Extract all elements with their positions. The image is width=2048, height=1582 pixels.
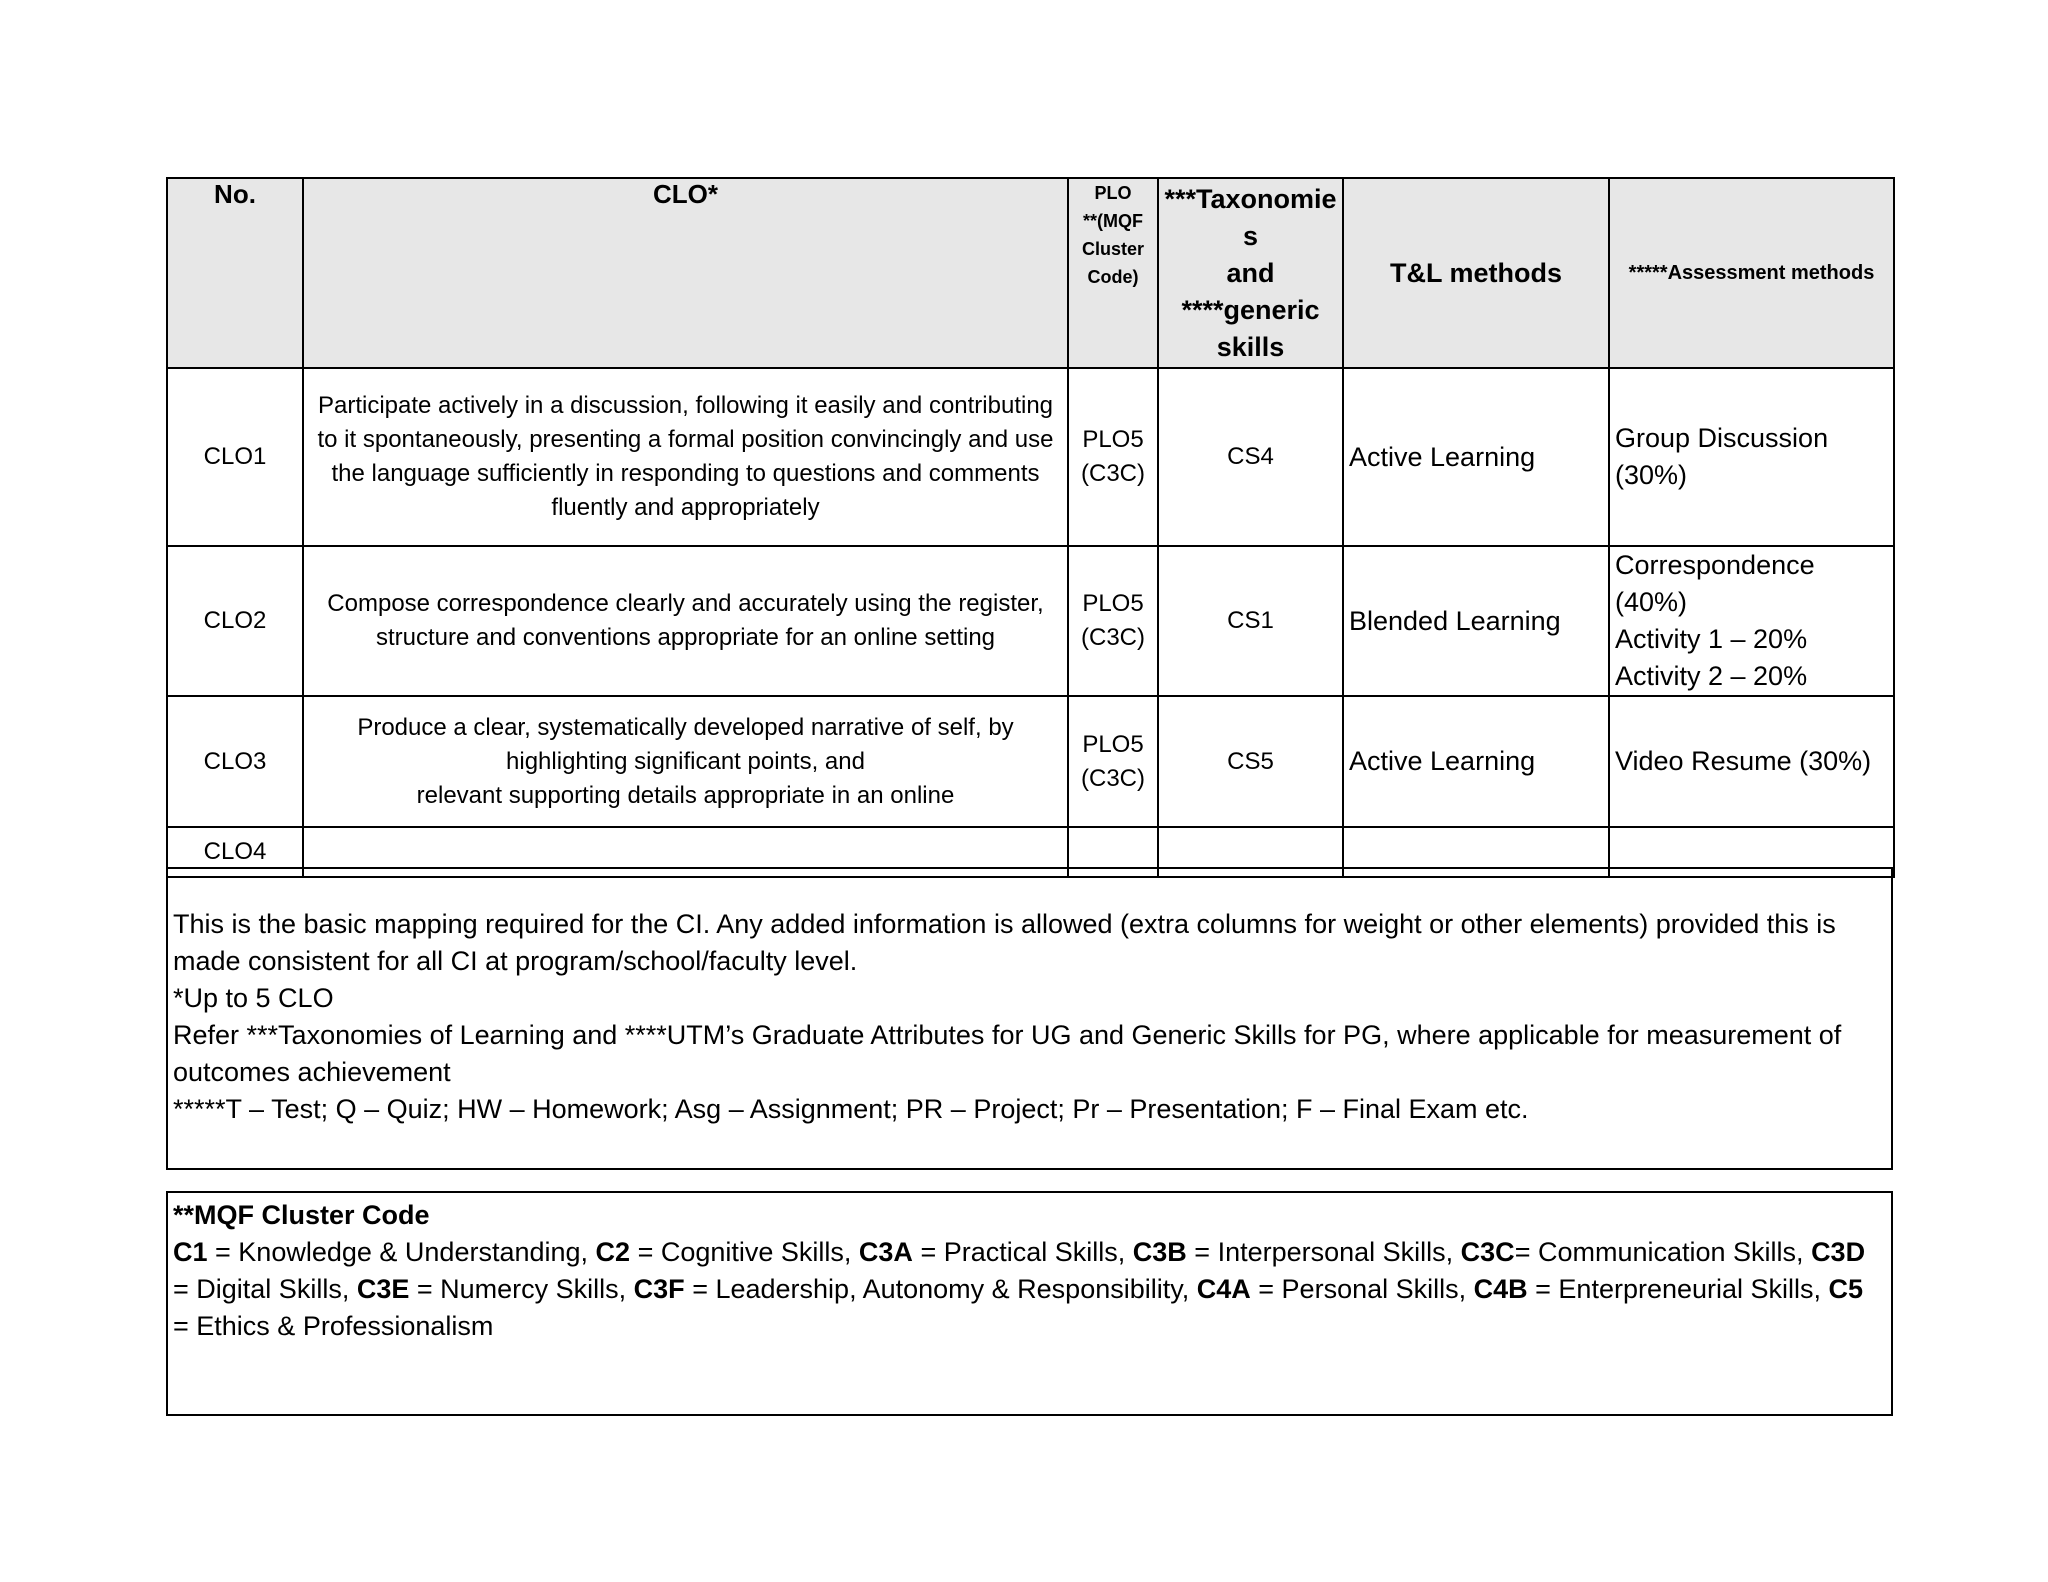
mqf-code: C4A	[1196, 1274, 1251, 1304]
notes-line: Refer ***Taxonomies of Learning and ****UTM’s Graduate Attributes for UG and Generic Skills for PG, where applicable for measurement of outcomes achievement	[173, 1020, 1842, 1087]
row-assessment	[1609, 546, 1894, 696]
row-assessment	[1609, 696, 1894, 827]
row-assessment	[1609, 368, 1894, 546]
plo-line: PLO5	[1082, 730, 1144, 758]
mqf-sep: =	[684, 1274, 716, 1304]
clo-line: relevant supporting details appropriate in an online	[416, 781, 955, 809]
header-no: No.	[167, 178, 303, 368]
notes-box	[166, 867, 1893, 1170]
clo-line: highlighting significant points, and	[506, 747, 865, 775]
header-plo-line: Cluster	[1081, 239, 1144, 259]
header-tax-line: s	[1242, 220, 1259, 251]
row-taxonomy: CS1	[1158, 546, 1343, 696]
row-no: CLO2	[167, 546, 303, 696]
mqf-cluster-code-box	[166, 1191, 1893, 1416]
mqf-desc: Communication Skills,	[1537, 1237, 1812, 1267]
header-tl-methods: T&L methods	[1343, 178, 1609, 368]
assessment-line: Activity 2 – 20%	[1615, 661, 1808, 691]
mqf-code: C2	[595, 1237, 631, 1267]
row-plo	[1068, 546, 1158, 696]
notes-line: *Up to 5 CLO	[173, 983, 334, 1013]
plo-line: PLO5	[1082, 590, 1144, 617]
mqf-desc: Numercy Skills,	[440, 1274, 634, 1304]
mqf-sep: =	[1186, 1237, 1218, 1267]
mqf-code: C4B	[1473, 1274, 1528, 1304]
row-tl: Active Learning	[1343, 368, 1609, 546]
clo-mapping-table	[166, 177, 1895, 878]
mqf-sep: =	[409, 1274, 441, 1304]
row-clo	[303, 696, 1068, 827]
table-row	[167, 546, 1894, 696]
assessment-line: Activity 1 – 20%	[1615, 624, 1808, 654]
mqf-code: C3B	[1132, 1237, 1187, 1267]
mqf-sep: =	[1514, 1237, 1538, 1267]
mqf-code: C3E	[356, 1274, 410, 1304]
mqf-desc: Leadership, Autonomy & Responsibility,	[715, 1274, 1197, 1304]
row-clo: Compose correspondence clearly and accurately using the register, structure and conventions appropriate for an online setting	[303, 546, 1068, 696]
mqf-code: C1	[173, 1237, 208, 1267]
mqf-desc: Digital Skills,	[196, 1274, 357, 1304]
row-no: CLO3	[167, 696, 303, 827]
mqf-desc: Knowledge & Understanding,	[238, 1237, 596, 1267]
mqf-desc: Cognitive Skills,	[660, 1237, 859, 1267]
table-row	[167, 696, 1894, 827]
mqf-codes	[173, 1234, 1886, 1345]
row-clo: Participate actively in a discussion, following it easily and contributing to it spontaneously, presenting a formal position convincingly and use the language sufficiently in responding to questions and comments fluently and appropriately	[303, 368, 1068, 546]
header-tax-line: skills	[1216, 331, 1285, 362]
assessment-line: Correspondence (40%)	[1615, 550, 1815, 617]
mqf-sep: =	[173, 1311, 197, 1341]
header-tax-line: ****generic	[1181, 294, 1320, 325]
clo-line: Produce a clear, systematically developed narrative of self, by	[357, 713, 1014, 741]
header-tax-line: and	[1226, 257, 1275, 288]
mqf-sep: =	[173, 1274, 197, 1304]
mqf-code: C3D	[1811, 1237, 1866, 1267]
notes-line: *****T – Test; Q – Quiz; HW – Homework; Asg – Assignment; PR – Project; Pr – Presentation; F – Final Exam etc.	[173, 1094, 1529, 1124]
row-no: CLO4	[167, 827, 303, 877]
assessment-line: Video Resume (30%)	[1615, 746, 1872, 776]
mqf-title: **MQF Cluster Code	[173, 1200, 430, 1230]
mqf-desc: Ethics & Professionalism	[196, 1311, 494, 1341]
header-taxonomies	[1158, 178, 1343, 368]
row-tl: Blended Learning	[1343, 546, 1609, 696]
header-tax-line: ***Taxonomie	[1164, 183, 1337, 214]
mqf-sep: =	[912, 1237, 944, 1267]
mqf-desc: Practical Skills,	[943, 1237, 1133, 1267]
plo-line: PLO5	[1082, 426, 1144, 453]
table-header-row	[167, 178, 1894, 368]
mqf-code: C3F	[633, 1274, 685, 1304]
row-tl: Active Learning	[1343, 696, 1609, 827]
mqf-code: C3A	[858, 1237, 913, 1267]
mqf-code: C3C	[1460, 1237, 1515, 1267]
row-taxonomy: CS5	[1158, 696, 1343, 827]
row-no: CLO1	[167, 368, 303, 546]
assessment-line: Group Discussion (30%)	[1615, 423, 1829, 490]
table-row	[167, 368, 1894, 546]
notes-line: This is the basic mapping required for the CI. Any added information is allowed (extra columns for weight or other elements) provided this is made consistent for all CI at program/school/faculty level.	[173, 909, 1836, 976]
mqf-sep: =	[630, 1237, 661, 1267]
plo-line: (C3C)	[1081, 764, 1145, 792]
header-plo	[1068, 178, 1158, 368]
mqf-desc: Enterpreneurial Skills,	[1558, 1274, 1829, 1304]
mqf-sep: =	[1250, 1274, 1282, 1304]
row-plo	[1068, 696, 1158, 827]
header-plo-line: **(MQF	[1083, 211, 1143, 231]
header-assessment-methods: *****Assessment methods	[1609, 178, 1894, 368]
header-clo: CLO*	[303, 178, 1068, 368]
mqf-desc: Personal Skills,	[1281, 1274, 1474, 1304]
mqf-code: C5	[1828, 1274, 1864, 1304]
plo-line: (C3C)	[1081, 624, 1145, 651]
mqf-sep: =	[207, 1237, 239, 1267]
header-plo-line: Code)	[1087, 267, 1139, 287]
mqf-desc: Interpersonal Skills,	[1217, 1237, 1461, 1267]
row-taxonomy: CS4	[1158, 368, 1343, 546]
plo-line: (C3C)	[1081, 460, 1145, 487]
row-plo	[1068, 368, 1158, 546]
mqf-sep: =	[1527, 1274, 1559, 1304]
header-plo-line: PLO	[1094, 183, 1132, 203]
